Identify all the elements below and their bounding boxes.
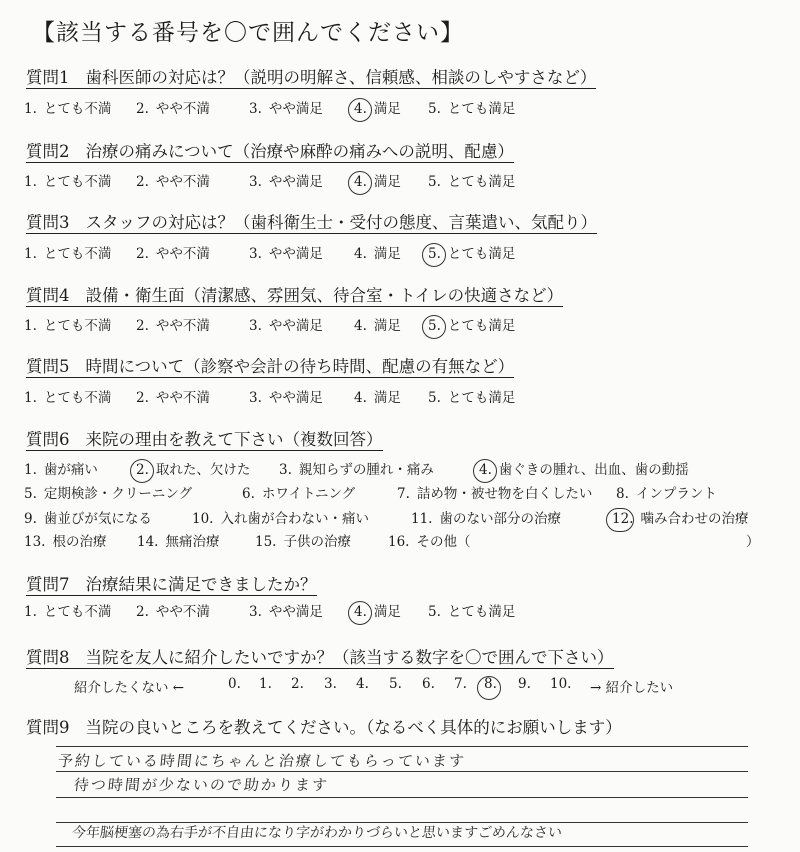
option-label: とても不満 [43, 246, 112, 262]
question-2-options [24, 170, 794, 190]
option-label: とても不満 [43, 604, 112, 620]
scale-option-0[interactable]: 0. [228, 676, 241, 692]
q7-option-1[interactable] [24, 600, 111, 620]
option-number: 2. [136, 390, 149, 406]
question-7-text: 治療結果に満足できましたか？ [85, 575, 317, 594]
option-number: 2. [136, 318, 149, 334]
answer-line-1 [56, 746, 748, 747]
selection-circle [348, 171, 372, 195]
option-label: 根の治療 [52, 534, 107, 550]
option-label: やや満足 [268, 246, 323, 262]
option-number: 4. [354, 246, 367, 262]
q4-option-2[interactable] [136, 314, 210, 334]
q1-option-3[interactable] [249, 97, 323, 117]
question-3-text: スタッフの対応は？（歯科衛生士・受付の態度、言葉遣い、気配り） [85, 213, 597, 232]
question-8-number: 質問8 [26, 648, 70, 667]
option-label: 歯ぐきの腫れ、出血、歯の動揺 [498, 462, 689, 478]
q4-option-1[interactable] [24, 314, 111, 334]
q4-option-3[interactable] [249, 314, 323, 334]
question-6-row-1 [24, 458, 794, 478]
option-label: とても満足 [447, 246, 516, 262]
q3-option-5[interactable] [428, 242, 515, 262]
option-number: 2. [136, 101, 149, 117]
q6-option-16[interactable] [388, 530, 470, 550]
option-label: やや不満 [155, 390, 210, 406]
option-number: 5. [428, 174, 441, 190]
option-number: 2. [136, 174, 149, 190]
q5-option-2[interactable] [136, 386, 210, 406]
question-6-row-4 [24, 530, 794, 550]
q2-option-5[interactable] [428, 170, 515, 190]
option-label: とても不満 [43, 318, 112, 334]
question-3-heading [26, 213, 597, 234]
handwritten-answer-3: 今年脳梗塞の為右手が不自由になり字がわかりづらいと思いますごめんなさい [71, 825, 563, 841]
option-number: 5. [428, 390, 441, 406]
option-number: 11. [411, 511, 433, 527]
answer-line-3 [56, 797, 748, 798]
option-number: 4. [354, 318, 367, 334]
scale-option-9[interactable]: 9. [518, 676, 531, 692]
q6-other-close: ） [746, 534, 760, 550]
question-8-text: 当院を友人に紹介したいですか？（該当する数字を〇で囲んで下さい） [85, 648, 614, 667]
q2-option-4[interactable] [354, 170, 401, 190]
q5-option-5[interactable] [428, 386, 515, 406]
question-6-number: 質問6 [26, 430, 70, 449]
option-label: とても不満 [43, 101, 112, 117]
option-number: 5. [428, 604, 441, 620]
scale-option-4[interactable]: 4. [356, 676, 369, 692]
question-3-options [24, 242, 794, 262]
option-label: 満足 [373, 101, 401, 117]
question-6-row-3 [24, 507, 794, 527]
option-number: 8. [616, 486, 629, 502]
option-label: とても満足 [447, 174, 516, 190]
question-5-options [24, 386, 794, 406]
question-7-heading [26, 575, 317, 596]
option-number: 3. [279, 462, 292, 478]
q6-option-11[interactable] [411, 507, 561, 527]
option-label: インプラント [635, 486, 717, 502]
option-number: 3. [249, 390, 262, 406]
q6-option-3[interactable] [279, 458, 434, 478]
selection-circle [348, 98, 372, 122]
q1-option-4[interactable] [354, 97, 401, 117]
option-number: 5. [428, 101, 441, 117]
q5-option-3[interactable] [249, 386, 323, 406]
q6-option-5[interactable] [24, 482, 192, 502]
option-number: 3. [249, 318, 262, 334]
question-6-heading [26, 430, 383, 451]
q7-option-5[interactable] [428, 600, 515, 620]
option-label: 歯が痛い [43, 462, 98, 478]
option-number: 1. [24, 462, 37, 478]
question-5-number: 質問5 [26, 357, 70, 376]
option-label: とても満足 [447, 390, 516, 406]
option-number: 5. [428, 246, 441, 262]
question-2-heading [26, 142, 514, 163]
question-2-text: 治療の痛みについて（治療や麻酔の痛みへの説明、配慮） [85, 142, 514, 161]
option-number: 12. [612, 511, 633, 527]
option-label: 満足 [373, 604, 401, 620]
scale-option-2[interactable]: 2. [291, 676, 304, 692]
q3-option-4[interactable] [354, 242, 401, 262]
question-6-text: 来院の理由を教えて下さい（複数回答） [85, 430, 383, 449]
q7-option-3[interactable] [249, 600, 323, 620]
option-number: 7. [397, 486, 410, 502]
option-label: やや不満 [155, 101, 210, 117]
option-label: やや不満 [155, 604, 210, 620]
question-9-heading [26, 718, 622, 738]
scale-left-label: 紹介したくない ← [74, 680, 185, 696]
option-number: 14. [137, 534, 159, 550]
scale-right-label: → 紹介したい [590, 680, 674, 696]
question-7-options [24, 600, 794, 620]
option-number: 4. [354, 101, 367, 117]
q6-option-7[interactable] [397, 482, 592, 502]
q3-option-1[interactable] [24, 242, 111, 262]
question-7-number: 質問7 [26, 575, 70, 594]
option-label: ホワイトニング [261, 486, 356, 502]
option-label: やや満足 [268, 174, 323, 190]
option-label: とても満足 [447, 604, 516, 620]
selection-circle [422, 315, 446, 339]
q1-option-5[interactable] [428, 97, 515, 117]
selection-circle [477, 676, 501, 700]
page-title: 【該当する番号を〇で囲んでください】 [32, 20, 464, 46]
option-number: 1. [24, 101, 37, 117]
scale-option-10[interactable]: 10. [550, 676, 572, 692]
selection-circle [473, 459, 497, 483]
q7-option-4[interactable] [354, 600, 401, 620]
option-label: やや満足 [268, 318, 323, 334]
handwritten-answer-2: 待つ時間が少ないので助かります [73, 776, 330, 794]
question-9-text: 当院の良いところを教えてください。（なるべく具体的にお願いします） [85, 718, 622, 737]
option-label: 取れた、欠けた [155, 462, 251, 478]
q6-option-15[interactable] [255, 530, 351, 550]
question-4-heading [26, 286, 563, 307]
question-4-text: 設備・衛生面（清潔感、雰囲気、待合室・トイレの快適さなど） [85, 286, 564, 305]
option-label: その他（ [416, 534, 471, 550]
option-number: 3. [249, 174, 262, 190]
question-1-heading [26, 68, 596, 89]
question-1-options [24, 97, 794, 117]
option-label: 親知らずの腫れ・痛み [298, 462, 434, 478]
selection-circle [348, 601, 372, 625]
option-label: 満足 [373, 174, 401, 190]
option-number: 2. [136, 462, 149, 478]
option-number: 3. [249, 246, 262, 262]
q6-option-2[interactable] [136, 458, 250, 478]
q6-option-10[interactable] [192, 507, 369, 527]
option-number: 3. [249, 101, 262, 117]
option-label: 満足 [373, 390, 401, 406]
option-number: 1. [24, 390, 37, 406]
option-label: やや満足 [268, 390, 323, 406]
option-label: とても満足 [447, 101, 516, 117]
q5-option-1[interactable] [24, 386, 111, 406]
option-number: 10. [192, 511, 214, 527]
q6-option-1[interactable] [24, 458, 98, 478]
option-number: 4. [479, 462, 492, 478]
question-4-options [24, 314, 794, 334]
question-5-heading [26, 357, 514, 378]
question-6-row-2 [24, 482, 794, 502]
option-number: 3. [249, 604, 262, 620]
option-number: 6. [242, 486, 255, 502]
option-number: 4. [354, 604, 367, 620]
answer-line-2 [56, 771, 748, 772]
option-number: 1. [24, 246, 37, 262]
question-3-number: 質問3 [26, 213, 70, 232]
option-label: 入れ歯が合わない・痛い [220, 511, 369, 527]
option-label: 詰め物・被せ物を白くしたい [416, 486, 593, 502]
option-label: 満足 [373, 246, 401, 262]
option-label: 定期検診・クリーニング [43, 486, 193, 502]
option-label: とても不満 [43, 390, 112, 406]
option-number: 4. [354, 174, 367, 190]
question-5-text: 時間について（診察や会計の待ち時間、配慮の有無など） [85, 357, 515, 376]
option-number: 2. [136, 246, 149, 262]
q6-option-6[interactable] [242, 482, 355, 502]
q6-option-8[interactable] [616, 482, 717, 502]
option-number: 9. [24, 511, 37, 527]
q3-option-3[interactable] [249, 242, 323, 262]
scale-option-3[interactable]: 3. [324, 676, 337, 692]
q1-option-2[interactable] [136, 97, 210, 117]
question-1-text: 歯科医師の対応は？（説明の明解さ、信頼感、相談のしやすさなど） [85, 68, 597, 87]
selection-circle [422, 243, 446, 267]
option-number: 4. [354, 390, 367, 406]
option-label: やや満足 [268, 604, 323, 620]
selection-circle [130, 459, 154, 483]
q3-option-2[interactable] [136, 242, 210, 262]
q6-option-14[interactable] [137, 530, 219, 550]
option-label: 満足 [373, 318, 401, 334]
option-label: 子供の治療 [283, 534, 351, 550]
q7-option-2[interactable] [136, 600, 210, 620]
option-label: やや不満 [155, 318, 210, 334]
scale-option-6[interactable]: 6. [422, 676, 435, 692]
q6-option-13[interactable] [24, 530, 106, 550]
option-number: 15. [255, 534, 277, 550]
scale-option-7[interactable]: 7. [454, 676, 467, 692]
q2-option-2[interactable] [136, 170, 210, 190]
question-8-heading [26, 648, 614, 669]
answer-line-5 [56, 846, 748, 847]
option-label: 歯のない部分の治療 [439, 511, 561, 527]
option-number: 5. [428, 318, 441, 334]
option-label: やや不満 [155, 246, 210, 262]
q6-option-4[interactable] [479, 458, 689, 478]
q5-option-4[interactable] [354, 386, 401, 406]
option-number: 2. [136, 604, 149, 620]
scale-option-5[interactable]: 5. [389, 676, 402, 692]
option-number: 5. [24, 486, 37, 502]
option-label: 無痛治療 [165, 534, 220, 550]
q6-option-12[interactable] [612, 507, 748, 527]
q1-option-1[interactable] [24, 97, 111, 117]
option-label: とても不満 [43, 174, 112, 190]
selection-circle [606, 508, 634, 532]
option-label: とても満足 [447, 318, 516, 334]
option-label: 噛み合わせの治療 [640, 511, 749, 527]
option-label: 歯並びが気になる [43, 511, 152, 527]
question-9-number: 質問9 [26, 718, 70, 737]
q6-option-9[interactable] [24, 507, 152, 527]
option-number: 13. [24, 534, 46, 550]
scale-option-8[interactable]: 8. [484, 676, 497, 692]
question-4-number: 質問4 [26, 286, 70, 305]
scale-option-1[interactable]: 1. [259, 676, 272, 692]
q4-option-4[interactable] [354, 314, 401, 334]
option-number: 16. [388, 534, 410, 550]
q2-option-1[interactable] [24, 170, 111, 190]
handwritten-answer-1: 予約している時間にちゃんと治療してもらっています [57, 752, 467, 770]
option-number: 1. [24, 318, 37, 334]
question-1-number: 質問1 [26, 68, 70, 87]
q2-option-3[interactable] [249, 170, 323, 190]
option-number: 1. [24, 174, 37, 190]
q4-option-5[interactable] [428, 314, 515, 334]
question-2-number: 質問2 [26, 142, 70, 161]
option-label: やや満足 [268, 101, 323, 117]
option-label: やや不満 [155, 174, 210, 190]
option-number: 1. [24, 604, 37, 620]
